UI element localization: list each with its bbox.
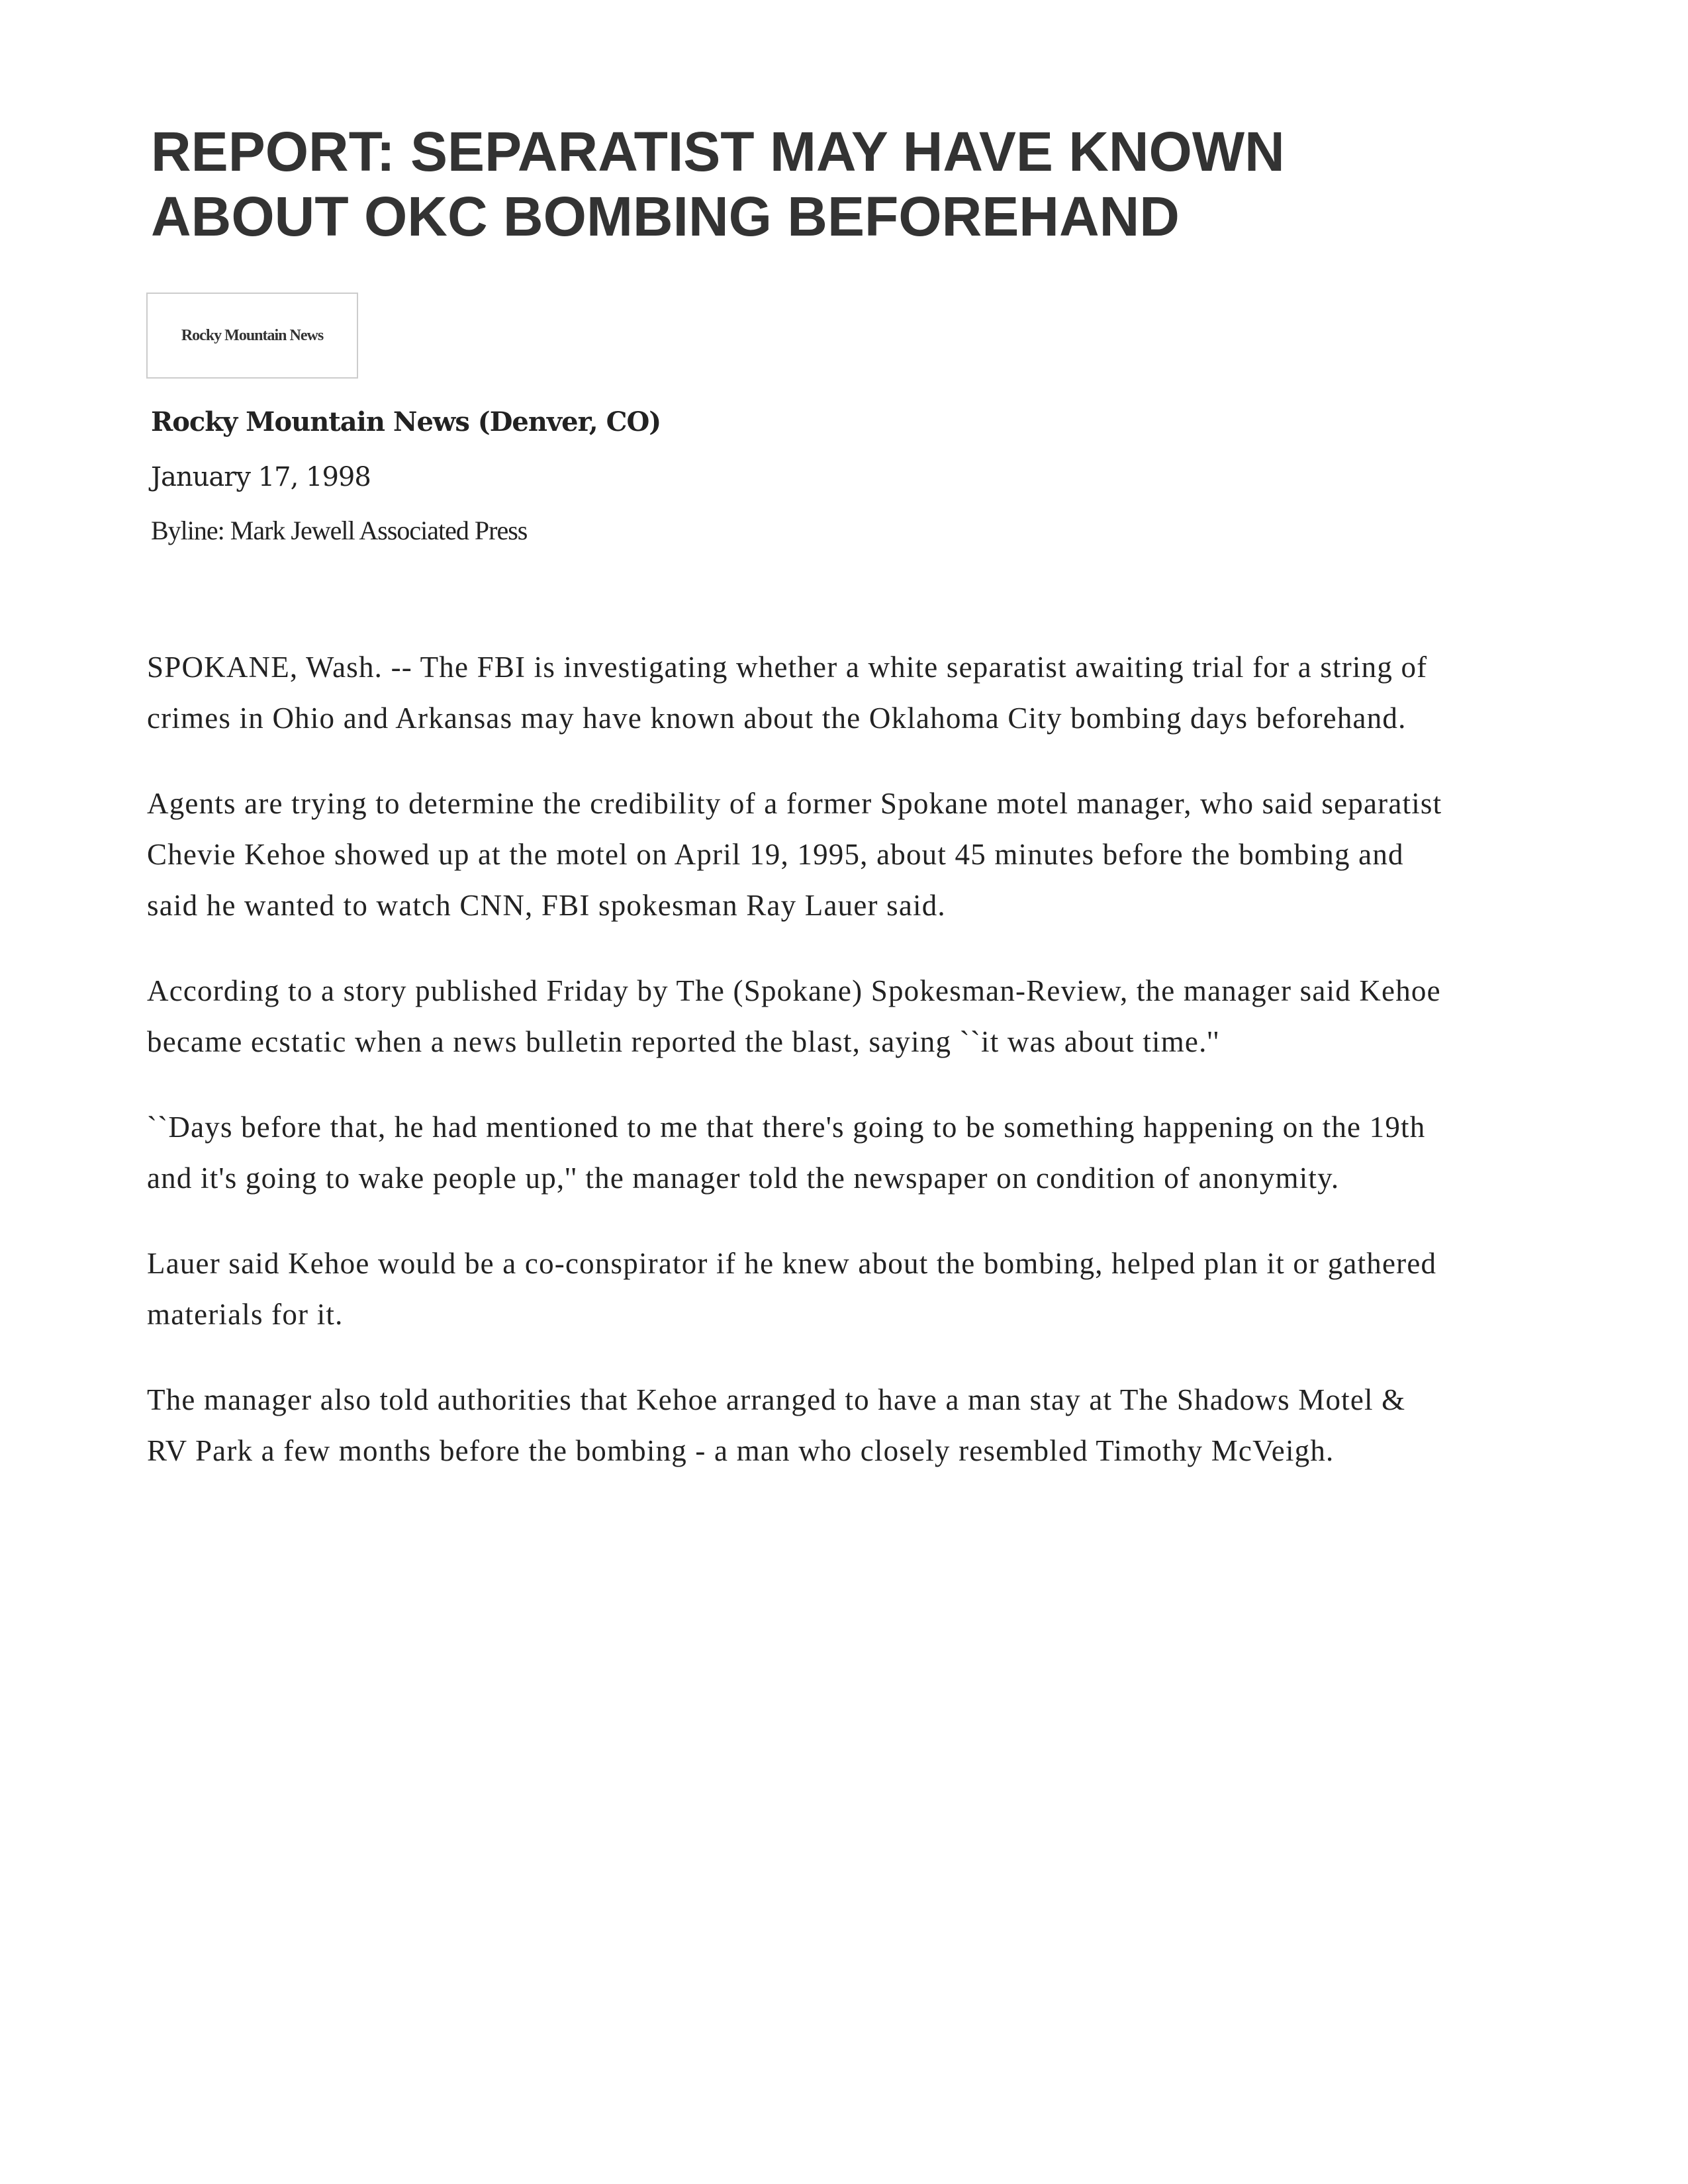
article-headline: REPORT: SEPARATIST MAY HAVE KNOWN ABOUT OKC BOMBING BEFOREHAND	[151, 120, 1285, 248]
publication-date: January 17, 1998	[151, 462, 371, 492]
article-paragraph: According to a story published Friday by The (Spokane) Spokesman-Review, the manager said Kehoe became ecstatic when a news bulletin reported the blast, saying ``it was about time.''	[147, 974, 1441, 1058]
publication-source: Rocky Mountain News (Denver, CO)	[151, 406, 661, 437]
article-byline: Byline: Mark Jewell Associated Press	[151, 516, 528, 545]
article-body	[147, 642, 1444, 1511]
article-paragraph: Lauer said Kehoe would be a co-conspirator if he knew about the bombing, helped plan it or gathered materials for it.	[147, 1247, 1437, 1331]
publication-logo	[146, 293, 358, 379]
article-paragraph: Agents are trying to determine the credibility of a former Spokane motel manager, who said separatist Chevie Kehoe showed up at the motel on April 19, 1995, about 45 minutes before the bombing and said he wanted to watch CNN, FBI spokesman Ray Lauer said.	[147, 787, 1442, 922]
article-paragraph: ``Days before that, he had mentioned to me that there's going to be something happening on the 19th and it's going to wake people up,'' the manager told the newspaper on condition of anonymity.	[147, 1111, 1426, 1195]
article-paragraph: The manager also told authorities that Kehoe arranged to have a man stay at The Shadows Motel & RV Park a few months before the bombing - a man who closely resembled Timothy McVeigh.	[147, 1383, 1406, 1467]
publication-logo-text: Rocky Mountain News	[181, 326, 324, 344]
article-paragraph: SPOKANE, Wash. -- The FBI is investigating whether a white separatist awaiting trial for a string of crimes in Ohio and Arkansas may have known about the Oklahoma City bombing days beforehand.	[147, 651, 1428, 735]
